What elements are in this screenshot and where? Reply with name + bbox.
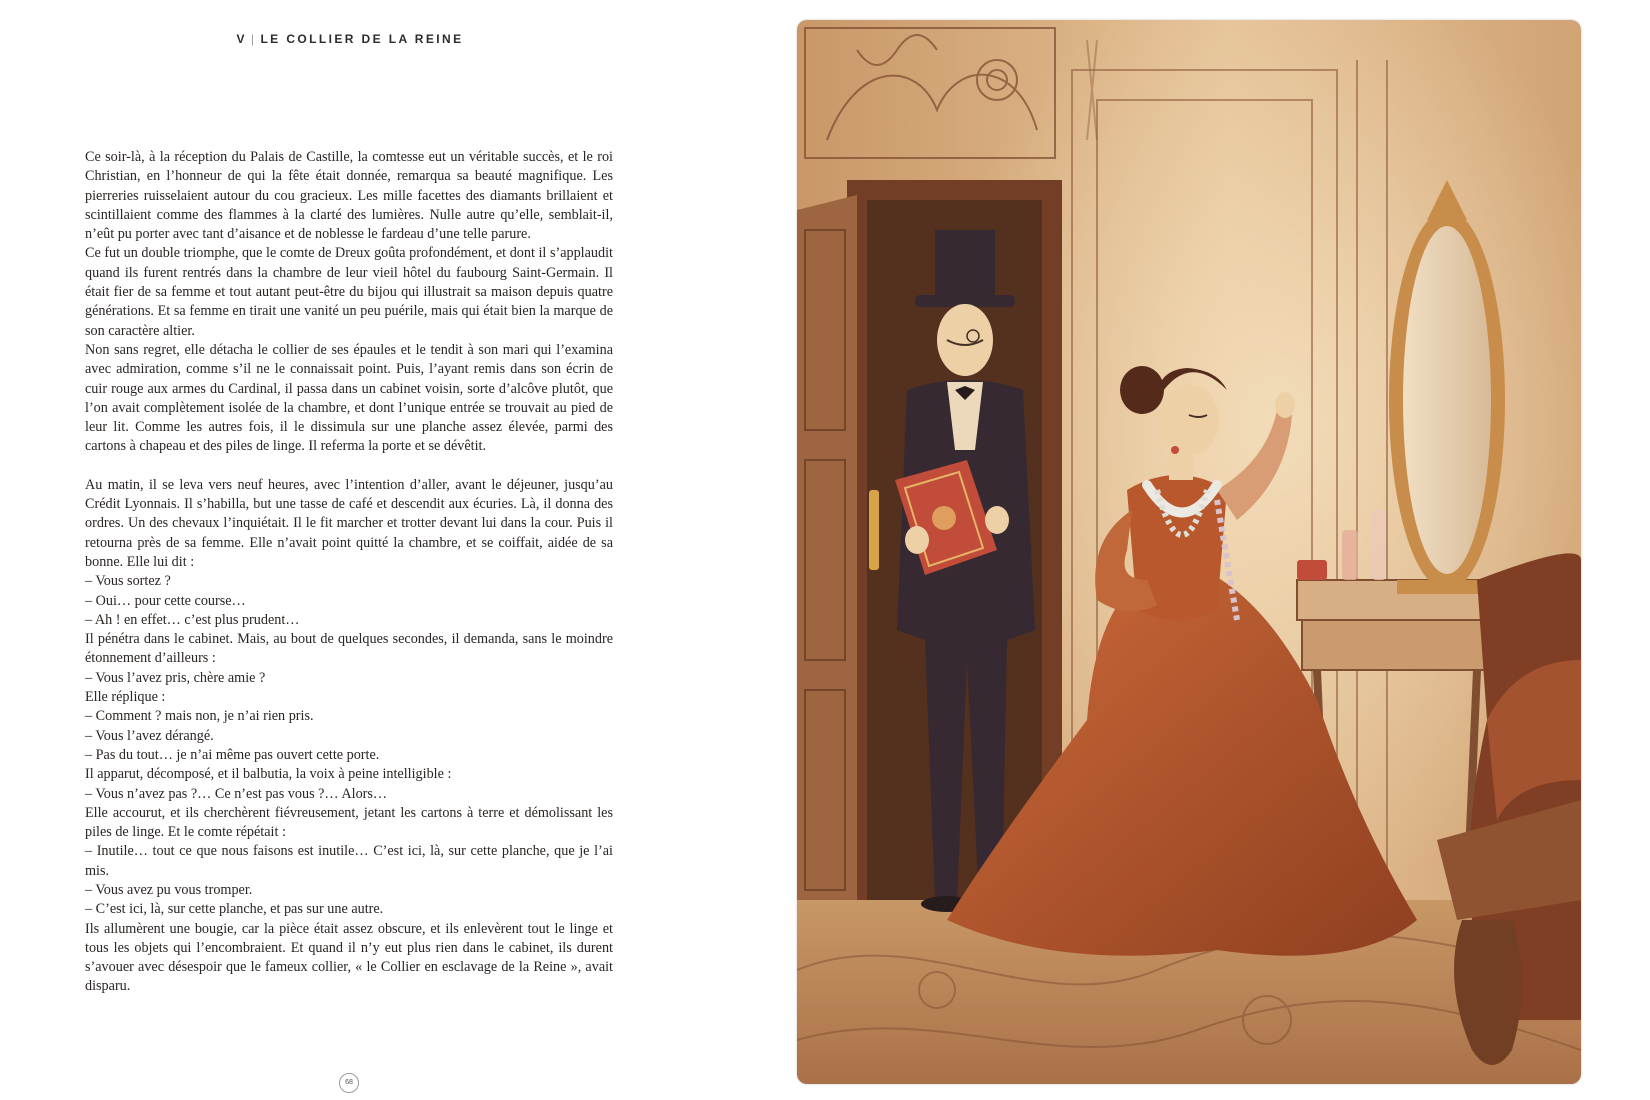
paragraph: Il apparut, décomposé, et il balbutia, la voix à peine intelligible : bbox=[85, 766, 452, 783]
page-number: 68 bbox=[339, 1073, 359, 1093]
illustration-scene bbox=[797, 20, 1581, 1084]
paragraph: Elle réplique : bbox=[85, 689, 166, 706]
paragraph: Non sans regret, elle détacha le collier de ses épaules et le tendit à son mari qui l’examina avec admiration, comme s’il ne le connaissait point. Puis, l’ayant remis dans son écrin de cuir rouge aux armes du Cardinal, il passa dans un cabinet voisin, sorte d’alcôve plutôt, que l’on avait complètement isolée de la chambre, et dont l’unique entrée se trouvait au pied de leur lit. Comme les autres fois, il le dissimula sur une planche assez élevée, parmi des cartons à chapeau et des piles de linge. Il referma la porte et se dévêtit. bbox=[85, 341, 613, 455]
paragraph: Elle accourut, et ils cherchèrent fiévreusement, jetant les cartons à terre et démolissant les piles de linge. Et le comte répétait : bbox=[85, 804, 613, 841]
dialogue-line: – Inutile… tout ce que nous faisons est inutile… C’est ici, là, sur cette planche, que je l’ai mis. bbox=[85, 843, 613, 879]
dialogue-line: – Vous avez pu vous tromper. bbox=[85, 881, 253, 898]
dialogue-line: – Comment ? mais non, je n’ai rien pris. bbox=[85, 708, 314, 725]
dialogue-line: – C’est ici, là, sur cette planche, et pas sur une autre. bbox=[85, 901, 384, 918]
paragraph: Il pénétra dans le cabinet. Mais, au bout de quelques secondes, il demanda, sans le moindre étonnement d’ailleurs : bbox=[85, 631, 613, 667]
chapter-body bbox=[85, 148, 613, 997]
paragraph: Ce soir-là, à la réception du Palais de Castille, la comtesse eut un véritable succès, et le roi Christian, en l’honneur de qui la fête était donnée, remarqua sa beauté magnifique. Les pierreries ruisselaient autour du cou gracieux. Les mille facettes des diamants brillaient et scintillaient comme des flammes à la clarté des lumières. Nulle autre qu’elle, semblait-il, n’eût pu porter avec tant d’aisance et de noblesse le fardeau d’une telle parure. bbox=[85, 149, 613, 243]
dialogue-line: – Vous l’avez dérangé. bbox=[85, 727, 214, 744]
dialogue-line: – Vous sortez ? bbox=[85, 573, 171, 590]
dialogue-line: – Ah ! en effet… c’est plus prudent… bbox=[85, 611, 300, 628]
paragraph: Ils allumèrent une bougie, car la pièce était assez obscure, et ils enlevèrent tout le linge et tous les objets qui l’encombraient. Et quand il n’y eut plus rien dans le cabinet, ils durent s’avouer avec désespoir que le fameux collier, « le Collier en esclavage de la Reine », avait disparu. bbox=[85, 920, 613, 995]
dialogue-line: – Oui… pour cette course… bbox=[85, 592, 246, 609]
dialogue-line: – Vous n’avez pas ?… Ce n’est pas vous ?… Alors… bbox=[85, 785, 388, 802]
paragraph: Ce fut un double triomphe, que le comte de Dreux goûta profondément, et dont il s’applaudit quand ils furent rentrés dans la chambre de leur vieil hôtel du faubourg Saint-Germain. Il était fier de sa femme et tout autant peut-être du bijou qui illustrait sa maison depuis quatre générations. Et sa femme en tirait une vanité un peu puérile, mais qui était bien la marque de son caractère altier. bbox=[85, 245, 613, 339]
running-head-separator: | bbox=[250, 32, 257, 46]
dialogue-line: – Pas du tout… je n’ai même pas ouvert cette porte. bbox=[85, 746, 380, 763]
section-break bbox=[85, 457, 613, 476]
running-head bbox=[85, 32, 615, 46]
paragraph: Au matin, il se leva vers neuf heures, avec l’intention d’aller, avant le déjeuner, jusqu’au Crédit Lyonnais. Il s’habilla, but une tasse de café et descendit aux écuries. Là, il donna des ordres. Un des chevaux l’inquiétait. Il le fit marcher et trotter devant lui dans la cour. Puis il retourna près de sa femme. Elle n’avait point quitté la chambre, et se coiffait, aidée de sa bonne. Elle lui dit : bbox=[85, 476, 613, 570]
chapter-number: V bbox=[236, 32, 247, 46]
chapter-title: LE COLLIER DE LA REINE bbox=[260, 32, 464, 46]
dialogue-line: – Vous l’avez pris, chère amie ? bbox=[85, 669, 266, 686]
illustration bbox=[797, 20, 1581, 1084]
